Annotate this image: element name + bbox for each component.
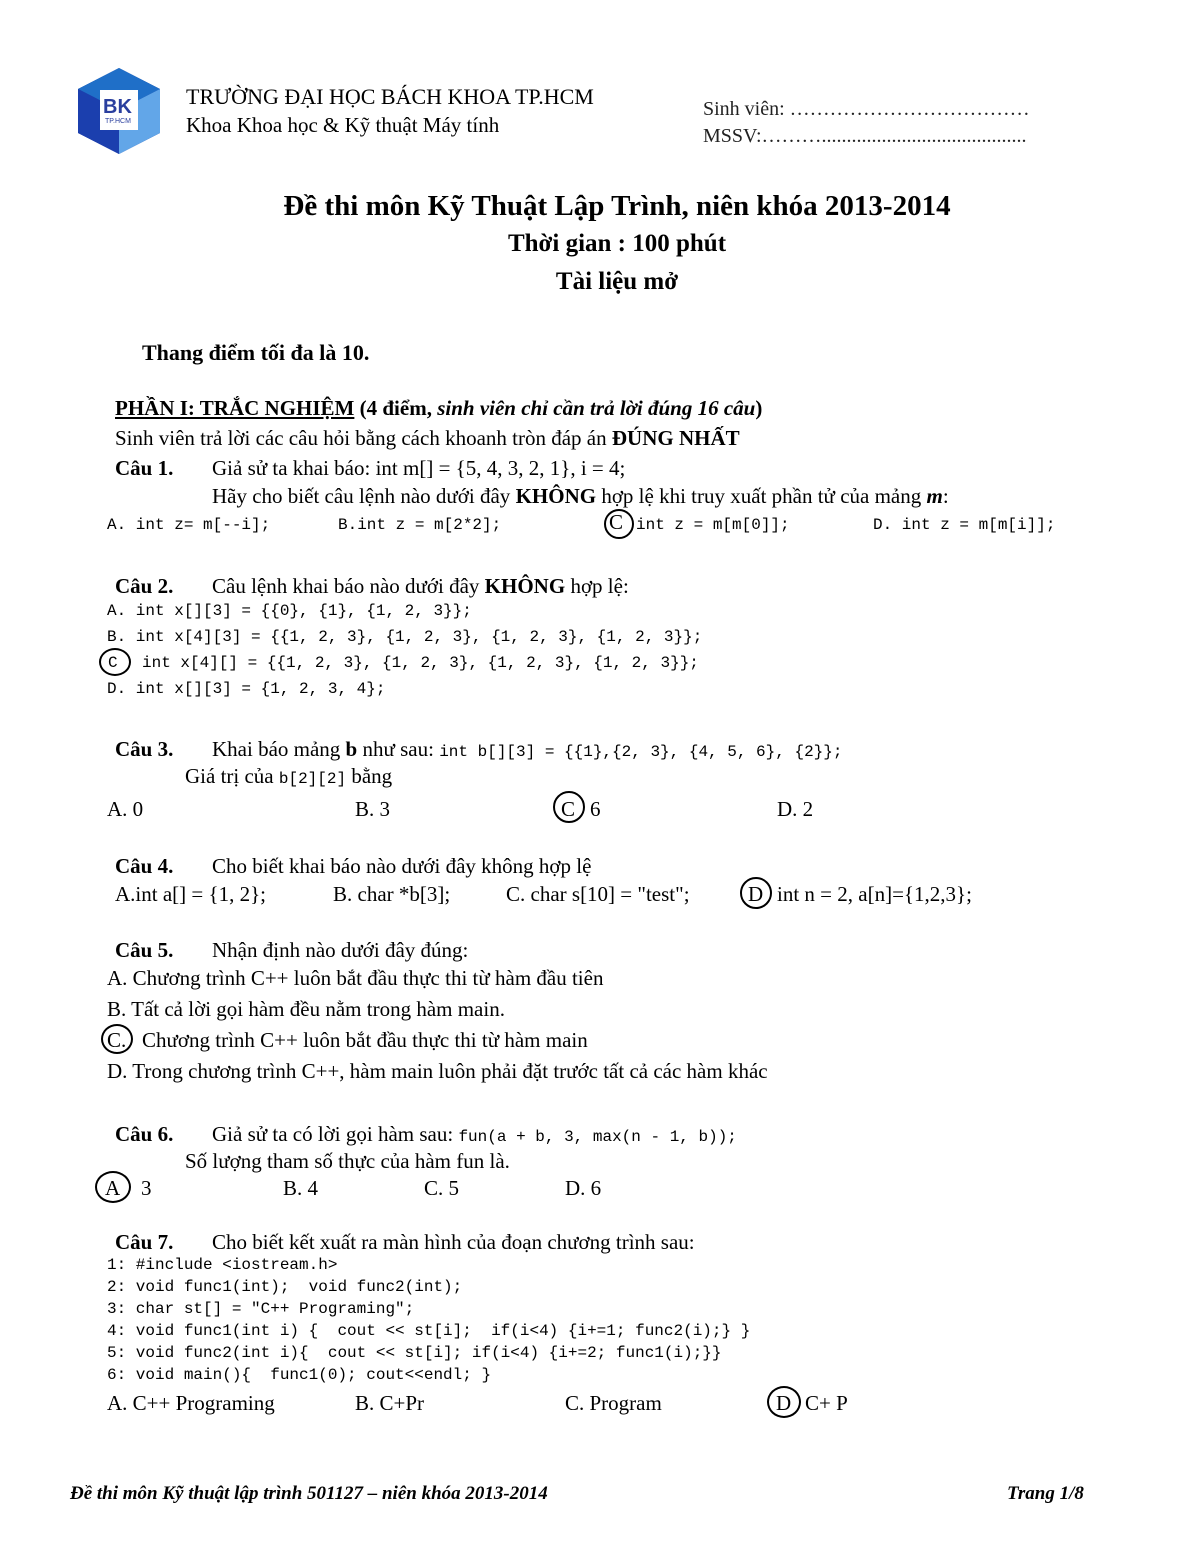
q7-text: Cho biết kết xuất ra màn hình của đoạn chương trình sau: (212, 1230, 695, 1254)
q1-option-d[interactable]: D. int z = m[m[i]]; (873, 516, 1056, 534)
q1-label: Câu 1. (115, 456, 174, 480)
q6-text-2: Số lượng tham số thực của hàm fun là. (185, 1149, 510, 1173)
q2-option-a[interactable]: A. int x[][3] = {{0}, {1}, {1, 2, 3}}; (107, 602, 472, 620)
footer-title: Đề thi môn Kỹ thuật lập trình 501127 – niên khóa 2013-2014 (70, 1483, 548, 1504)
student-name-field: Sinh viên: ……………………………… (703, 98, 1030, 120)
part1-title: PHẦN I: TRẮC NGHIỆM (115, 396, 355, 420)
q5-option-c[interactable]: Chương trình C++ luôn bắt đầu thực thi từ hàm main (142, 1028, 588, 1052)
q7-option-d-letter[interactable]: D (776, 1391, 792, 1415)
code-line: 5: void func2(int i){ cout << st[i]; if(i<4) {i+=2; func1(i);}} (107, 1344, 722, 1362)
part1-points: (4 điểm, (354, 396, 438, 420)
instructions-text: Sinh viên trả lời các câu hỏi bằng cách khoanh tròn đáp án (115, 426, 612, 450)
exam-documents: Tài liệu mở (555, 268, 679, 295)
exam-title: Đề thi môn Kỹ Thuật Lập Trình, niên khóa 2013-2014 (283, 190, 951, 222)
code-line: 1: #include <iostream.h> (107, 1256, 338, 1274)
q2-label: Câu 2. (115, 574, 174, 598)
q1-option-c-letter[interactable]: C (609, 510, 624, 534)
q4-option-d[interactable]: int n = 2, a[n]={1,2,3}; (777, 882, 972, 906)
faculty-name: Khoa Khoa học & Kỹ thuật Máy tính (186, 113, 500, 137)
q3-option-d[interactable]: D. 2 (777, 797, 814, 821)
q5-option-d[interactable]: D. Trong chương trình C++, hàm main luôn phải đặt trước tất cả các hàm khác (107, 1059, 768, 1083)
q4-option-d-letter[interactable]: D (748, 882, 764, 906)
q3-option-c-letter[interactable]: C (561, 797, 576, 821)
q3-label: Câu 3. (115, 737, 174, 761)
q6-text: Giả sử ta có lời gọi hàm sau: fun(a + b, 3, max(n - 1, b)); (212, 1122, 737, 1146)
q6-option-a[interactable]: 3 (141, 1176, 152, 1200)
q5-text: Nhận định nào dưới đây đúng: (212, 938, 469, 962)
q3-option-a[interactable]: A. 0 (107, 797, 144, 821)
q6-label: Câu 6. (115, 1122, 174, 1146)
code-line: 2: void func1(int); void func2(int); (107, 1278, 463, 1296)
q3-option-c[interactable]: 6 (590, 797, 601, 821)
exam-duration: Thời gian : 100 phút (507, 230, 727, 257)
q4-text: Cho biết khai báo nào dưới đây không hợp lệ (212, 854, 592, 878)
q4-label: Câu 4. (115, 854, 174, 878)
q7-option-c[interactable]: C. Program (565, 1391, 662, 1415)
q2-text: Câu lệnh khai báo nào dưới đây KHÔNG hợp lệ: (212, 574, 629, 598)
q6-option-b[interactable]: B. 4 (283, 1176, 319, 1200)
q2-option-c-letter[interactable]: C (108, 654, 118, 672)
q5-option-b[interactable]: B. Tất cả lời gọi hàm đều nằm trong hàm main. (107, 997, 505, 1021)
q3-text-2: Giá trị của b[2][2] bằng (185, 764, 393, 788)
q2-option-b[interactable]: B. int x[4][3] = {{1, 2, 3}, {1, 2, 3}, {1, 2, 3}, {1, 2, 3}}; (107, 628, 703, 646)
q5-option-c-letter[interactable]: C. (107, 1028, 127, 1052)
q4-option-c[interactable]: C. char s[10] = "test"; (506, 882, 690, 906)
code-line: 6: void main(){ func1(0); cout<<endl; } (107, 1366, 492, 1384)
q6-option-c[interactable]: C. 5 (424, 1176, 460, 1200)
q7-label: Câu 7. (115, 1230, 174, 1254)
q3-text: Khai báo mảng b như sau: int b[][3] = {{1},{2, 3}, {4, 5, 6}, {2}}; (212, 737, 843, 761)
part1-close: ) (755, 396, 763, 420)
code-line: 3: char st[] = "C++ Programing"; (107, 1300, 415, 1318)
logo-subtext: TP.HCM (105, 118, 131, 125)
q1-option-c[interactable]: int z = m[m[0]]; (636, 516, 790, 534)
q1-option-a[interactable]: A. int z= m[--i]; (107, 516, 271, 534)
university-name: TRƯỜNG ĐẠI HỌC BÁCH KHOA TP.HCM (186, 84, 594, 109)
code-line: 4: void func1(int i) { cout << st[i]; if(i<4) {i+=1; func2(i);} } (107, 1322, 751, 1340)
q2-option-d[interactable]: D. int x[][3] = {1, 2, 3, 4}; (107, 680, 386, 698)
q2-option-c[interactable]: int x[4][] = {{1, 2, 3}, {1, 2, 3}, {1, 2, 3}, {1, 2, 3}}; (142, 654, 699, 672)
q5-label: Câu 5. (115, 938, 174, 962)
part1-heading (115, 396, 762, 421)
q6-option-a-letter[interactable]: A (105, 1176, 121, 1200)
student-id-field: MSSV:………......................................... (703, 125, 1027, 147)
q4-option-b[interactable]: B. char *b[3]; (333, 882, 451, 906)
q7-option-d[interactable]: C+ P (805, 1391, 848, 1415)
q1-text: Giả sử ta khai báo: int m[] = {5, 4, 3, 2, 1}, i = 4; (212, 456, 626, 480)
university-logo (78, 68, 160, 154)
max-score-note: Thang điểm tối đa là 10. (142, 340, 370, 365)
q7-option-b[interactable]: B. C+Pr (355, 1391, 425, 1415)
part1-note: sinh viên chỉ cần trả lời đúng 16 câu (437, 396, 756, 420)
q1-text-2: Hãy cho biết câu lệnh nào dưới đây KHÔNG hợp lệ khi truy xuất phần tử của mảng m: (212, 484, 949, 508)
q5-option-a[interactable]: A. Chương trình C++ luôn bắt đầu thực thi từ hàm đầu tiên (107, 966, 604, 990)
q6-option-d[interactable]: D. 6 (565, 1176, 602, 1200)
q7-option-a[interactable]: A. C++ Programing (107, 1391, 275, 1415)
q7-code-block (107, 1256, 750, 1388)
page-number: Trang 1/8 (1007, 1483, 1084, 1504)
q4-option-a[interactable]: A.int a[] = {1, 2}; (115, 882, 266, 906)
q3-option-b[interactable]: B. 3 (355, 797, 391, 821)
part1-instructions (115, 426, 740, 451)
instructions-emphasis: ĐÚNG NHẤT (611, 426, 740, 450)
q1-option-b[interactable]: B.int z = m[2*2]; (338, 516, 502, 534)
logo-text: BK (103, 96, 132, 118)
